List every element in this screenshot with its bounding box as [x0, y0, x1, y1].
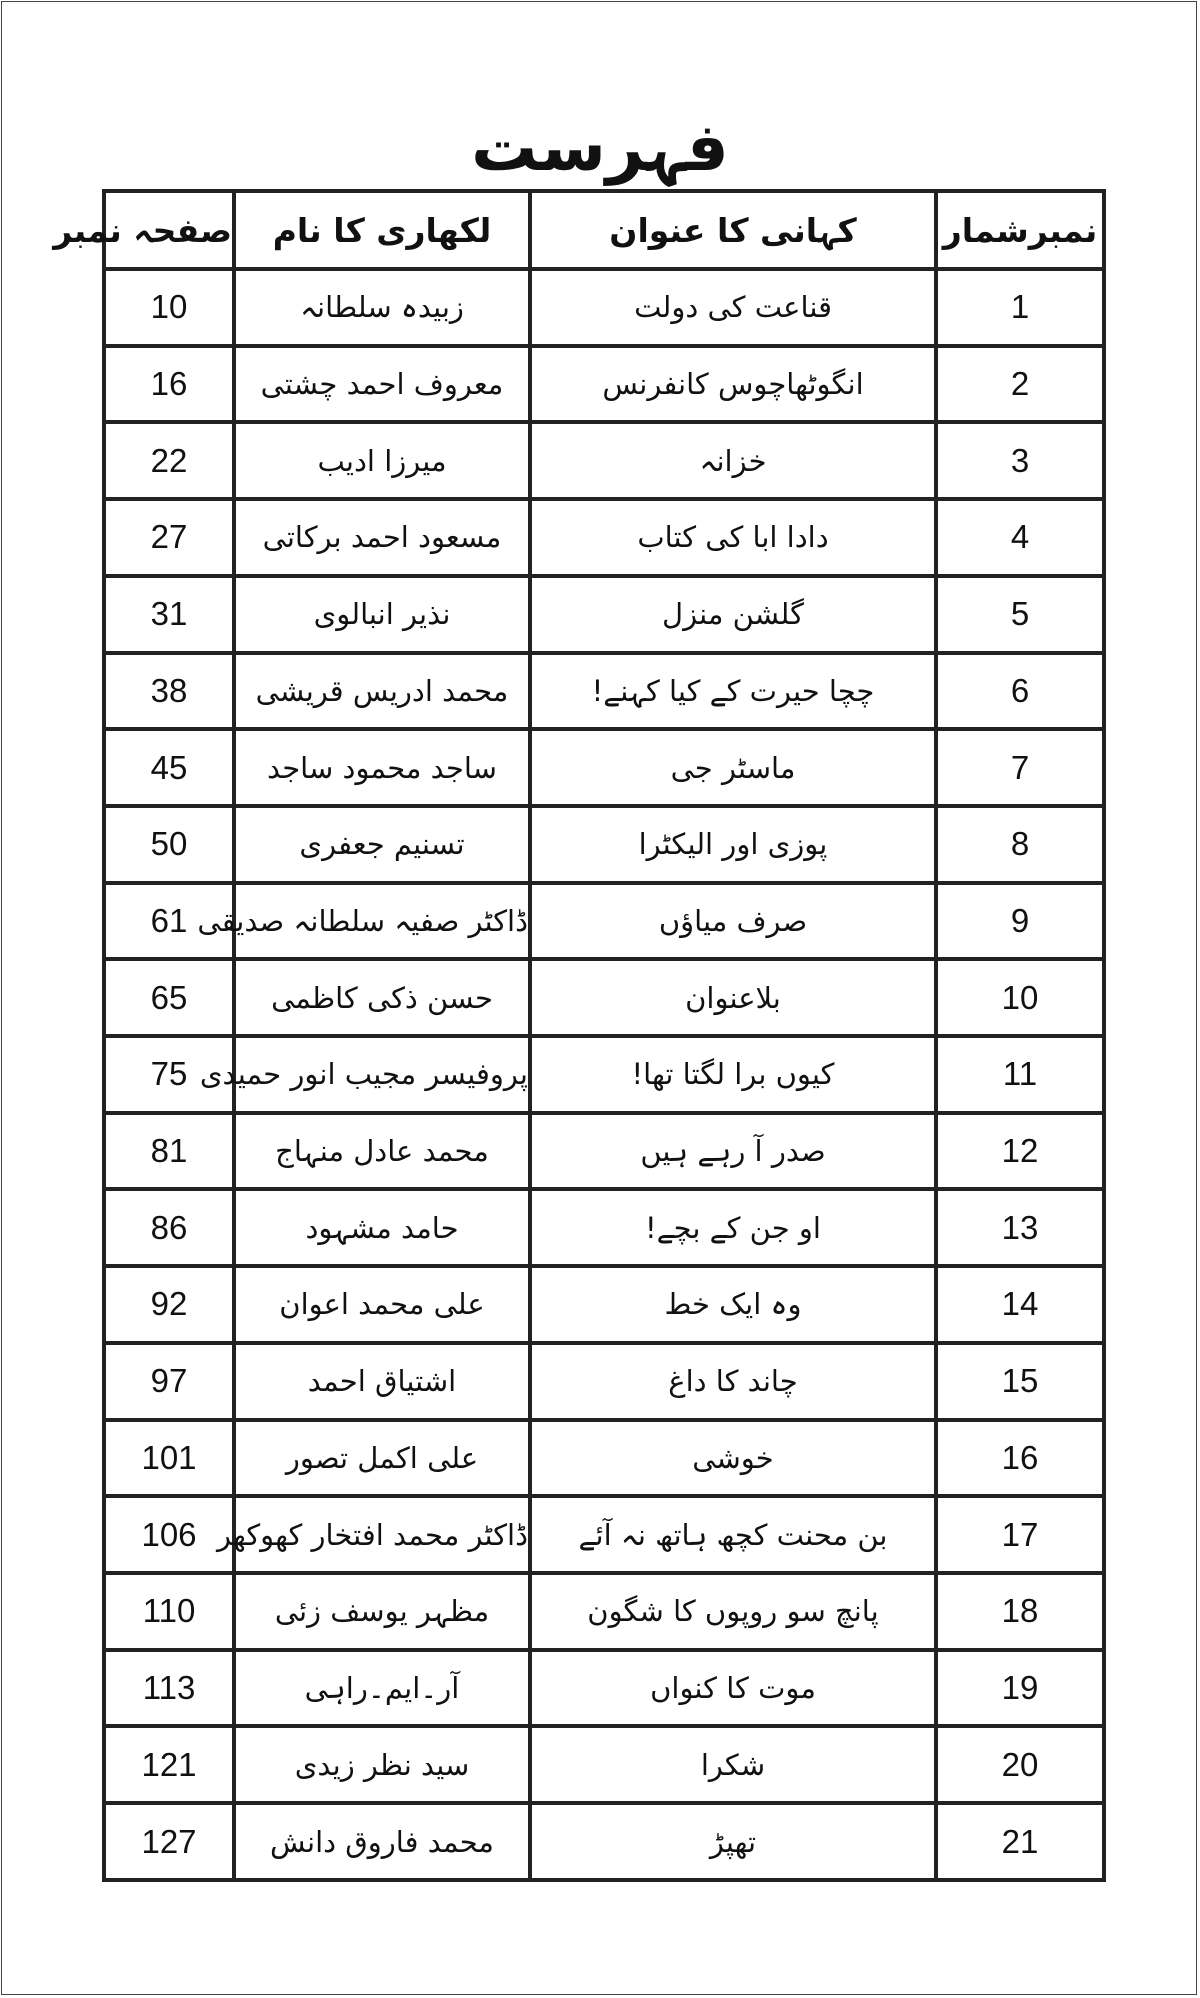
- story-title-cell: موت کا کنواں: [530, 1650, 936, 1727]
- page-number-cell: 65: [104, 959, 234, 1036]
- story-title-cell: گلشن منزل: [530, 576, 936, 653]
- story-title-cell: وہ ایک خط: [530, 1266, 936, 1343]
- story-title-cell: صدر آ رہے ہیں: [530, 1113, 936, 1190]
- header-row: [104, 191, 1104, 269]
- page-number-cell: 92: [104, 1266, 234, 1343]
- page-number-cell: 106: [104, 1496, 234, 1573]
- serial-number-cell: 7: [936, 729, 1104, 806]
- author-name-cell: نذیر انبالوی: [234, 576, 530, 653]
- serial-number-cell: 8: [936, 806, 1104, 883]
- page-number-cell: 113: [104, 1650, 234, 1727]
- page-number-cell: 101: [104, 1420, 234, 1497]
- page-number-cell: 10: [104, 269, 234, 346]
- serial-number-cell: 12: [936, 1113, 1104, 1190]
- story-title-cell: تھپڑ: [530, 1803, 936, 1880]
- serial-number-cell: 10: [936, 959, 1104, 1036]
- serial-number-cell: 9: [936, 883, 1104, 960]
- serial-number-cell: 18: [936, 1573, 1104, 1650]
- serial-number-cell: 6: [936, 653, 1104, 730]
- author-name-cell: سید نظر زیدی: [234, 1726, 530, 1803]
- page-number-cell: 38: [104, 653, 234, 730]
- author-name-cell: حامد مشہود: [234, 1189, 530, 1266]
- page-number-cell: 86: [104, 1189, 234, 1266]
- page-number-cell: 45: [104, 729, 234, 806]
- story-title-cell: شکرا: [530, 1726, 936, 1803]
- story-title-cell: پانچ سو روپوں کا شگون: [530, 1573, 936, 1650]
- serial-number-cell: 16: [936, 1420, 1104, 1497]
- table-row: [104, 959, 1104, 1036]
- header-page: صفحہ نمبر: [104, 191, 234, 269]
- story-title-cell: کیوں برا لگتا تھا!: [530, 1036, 936, 1113]
- page-number-cell: 127: [104, 1803, 234, 1880]
- story-title-cell: انگوٹھاچوس کانفرنس: [530, 346, 936, 423]
- story-title-cell: چچا حیرت کے کیا کہنے!: [530, 653, 936, 730]
- table-row: [104, 1496, 1104, 1573]
- story-title-cell: بلاعنوان: [530, 959, 936, 1036]
- serial-number-cell: 14: [936, 1266, 1104, 1343]
- author-name-cell: اشتیاق احمد: [234, 1343, 530, 1420]
- serial-number-cell: 4: [936, 499, 1104, 576]
- story-title-cell: چاند کا داغ: [530, 1343, 936, 1420]
- author-name-cell: محمد ادریس قریشی: [234, 653, 530, 730]
- author-name-cell: معروف احمد چشتی: [234, 346, 530, 423]
- table-row: [104, 269, 1104, 346]
- story-title-cell: بن محنت کچھ ہاتھ نہ آئے: [530, 1496, 936, 1573]
- table-row: [104, 1420, 1104, 1497]
- table-row: [104, 1343, 1104, 1420]
- page-number-cell: 110: [104, 1573, 234, 1650]
- author-name-cell: حسن ذکی کاظمی: [234, 959, 530, 1036]
- serial-number-cell: 1: [936, 269, 1104, 346]
- serial-number-cell: 13: [936, 1189, 1104, 1266]
- table-row: [104, 806, 1104, 883]
- table-row: [104, 883, 1104, 960]
- serial-number-cell: 21: [936, 1803, 1104, 1880]
- table-row: [104, 422, 1104, 499]
- table-row: [104, 1573, 1104, 1650]
- page-number-cell: 16: [104, 346, 234, 423]
- table-row: [104, 1803, 1104, 1880]
- header-serial: نمبرشمار: [936, 191, 1104, 269]
- author-name-cell: محمد عادل منہاج: [234, 1113, 530, 1190]
- page-number-cell: 75: [104, 1036, 234, 1113]
- page-number-cell: 97: [104, 1343, 234, 1420]
- author-name-cell: علی اکمل تصور: [234, 1420, 530, 1497]
- story-title-cell: خوشی: [530, 1420, 936, 1497]
- table-row: [104, 346, 1104, 423]
- serial-number-cell: 15: [936, 1343, 1104, 1420]
- serial-number-cell: 11: [936, 1036, 1104, 1113]
- table-row: [104, 1113, 1104, 1190]
- page-number-cell: 27: [104, 499, 234, 576]
- table-row: [104, 1036, 1104, 1113]
- table-row: [104, 1650, 1104, 1727]
- table-row: [104, 1726, 1104, 1803]
- table-row: [104, 1189, 1104, 1266]
- page-number-cell: 81: [104, 1113, 234, 1190]
- table-row: [104, 1266, 1104, 1343]
- serial-number-cell: 19: [936, 1650, 1104, 1727]
- header-title: کہانی کا عنوان: [530, 191, 936, 269]
- author-name-cell: ڈاکٹر صفیہ سلطانہ صدیقی: [234, 883, 530, 960]
- story-title-cell: ماسٹر جی: [530, 729, 936, 806]
- serial-number-cell: 17: [936, 1496, 1104, 1573]
- author-name-cell: میرزا ادیب: [234, 422, 530, 499]
- story-title-cell: صرف میاؤں: [530, 883, 936, 960]
- table-row: [104, 499, 1104, 576]
- serial-number-cell: 20: [936, 1726, 1104, 1803]
- page-number-cell: 50: [104, 806, 234, 883]
- story-title-cell: دادا ابا کی کتاب: [530, 499, 936, 576]
- contents-table: [53, 189, 1106, 1882]
- author-name-cell: ڈاکٹر محمد افتخار کھوکھر: [234, 1496, 530, 1573]
- story-title-cell: پوزی اور الیکٹرا: [530, 806, 936, 883]
- serial-number-cell: 3: [936, 422, 1104, 499]
- table-row: [104, 729, 1104, 806]
- author-name-cell: ساجد محمود ساجد: [234, 729, 530, 806]
- page-number-cell: 121: [104, 1726, 234, 1803]
- page-title: فہرست: [471, 109, 729, 186]
- serial-number-cell: 2: [936, 346, 1104, 423]
- author-name-cell: محمد فاروق دانش: [234, 1803, 530, 1880]
- author-name-cell: علی محمد اعوان: [234, 1266, 530, 1343]
- table-row: [104, 653, 1104, 730]
- page-number-cell: 61: [104, 883, 234, 960]
- author-name-cell: مسعود احمد برکاتی: [234, 499, 530, 576]
- story-title-cell: او جن کے بچے!: [530, 1189, 936, 1266]
- author-name-cell: آر۔ایم۔راہی: [234, 1650, 530, 1727]
- author-name-cell: پروفیسر مجیب انور حمیدی: [234, 1036, 530, 1113]
- story-title-cell: قناعت کی دولت: [530, 269, 936, 346]
- story-title-cell: خزانہ: [530, 422, 936, 499]
- page-number-cell: 22: [104, 422, 234, 499]
- header-author: لکھاری کا نام: [234, 191, 530, 269]
- author-name-cell: مظہر یوسف زئی: [234, 1573, 530, 1650]
- author-name-cell: زبیدہ سلطانہ: [234, 269, 530, 346]
- author-name-cell: تسنیم جعفری: [234, 806, 530, 883]
- serial-number-cell: 5: [936, 576, 1104, 653]
- table-row: [104, 576, 1104, 653]
- page-number-cell: 31: [104, 576, 234, 653]
